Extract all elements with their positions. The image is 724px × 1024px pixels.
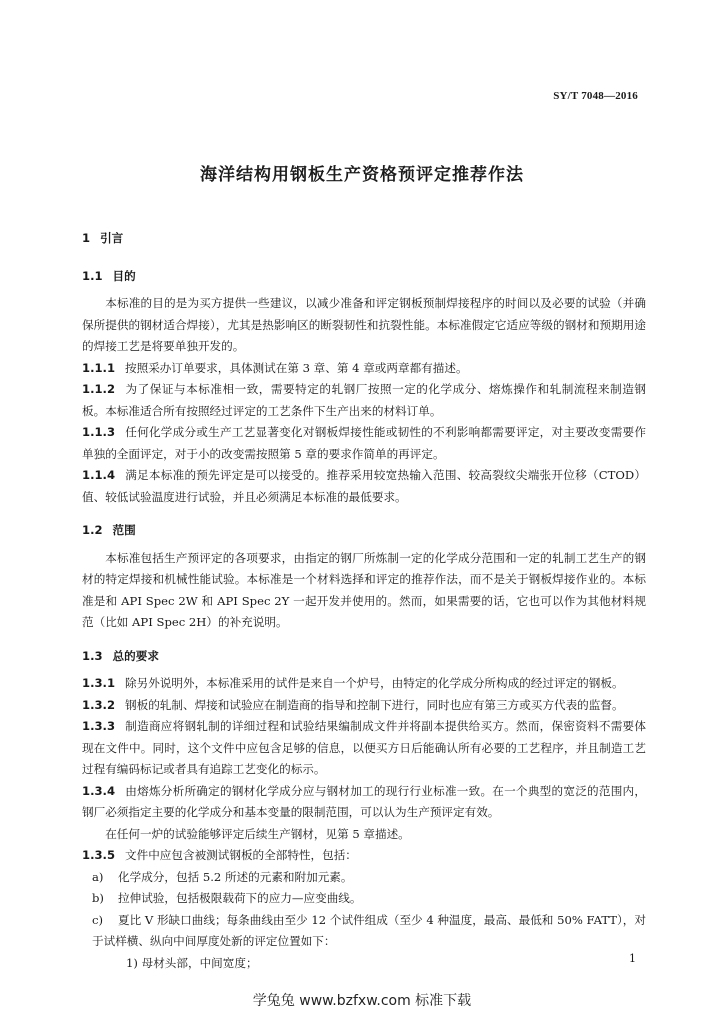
clause-1-3-5: [82, 845, 646, 867]
page-number: 1: [629, 952, 636, 965]
paragraph-scope: 本标准包括生产预评定的各项要求，由指定的钢厂所炼制一定的化学成分范围和一定的轧制工艺生产的钢材的特定焊接和机械性能试验。本标准是一个材料选择和评定的推荐作法，而不是关于钢板焊接作业的。本标准是和 API Spec 2W 和 API Spec 2Y 一起开发并使用的。然而，如果需要的话，它也可以作为其他材料规范（比如 API Spec 2H）的补充说明。: [82, 550, 646, 629]
clause-1-1-2: [82, 379, 646, 422]
clause-1-3-1: [82, 673, 646, 695]
list-marker: c): [92, 912, 104, 927]
clause-text: 除另外说明外，本标准采用的试件是来自一个炉号，由特定的化学成分所构成的经过评定的钢板。: [125, 676, 624, 690]
clause-text: 制造商应将钢轧制的详细过程和试验结果编制成文件并将副本提供给买方。然而，保密资料不需要体现在文件中。同时，这个文件中应包含足够的信息，以便买方日后能确认所有必要的工艺程序，并且制造工艺过程有编码标记或者具有追踪工艺变化的标示。: [82, 719, 646, 776]
list-item-text: 夏比 V 形缺口曲线；每条曲线由至少 12 个试件组成（至少 4 种温度，最高、最低和 50% FATT），对于试样横、纵向中间厚度处新的评定位置如下：: [92, 912, 646, 948]
list-marker: a): [92, 869, 104, 884]
subsection-number: 1.1: [82, 268, 103, 283]
paragraph-follow-up: 在任何一炉的试验能够评定后续生产钢材，见第 5 章描述。: [105, 826, 410, 841]
list-item: [92, 910, 646, 953]
section-heading-1: [82, 228, 646, 250]
list-marker: 1): [126, 955, 138, 970]
subsection-heading-1-1: [82, 266, 646, 288]
clause-1-3-2: [82, 695, 646, 717]
clause-number: 1.3.4: [82, 783, 116, 798]
list-item-text: 拉伸试验，包括极限载荷下的应力—应变曲线。: [118, 891, 362, 905]
subsection-title: 总的要求: [112, 648, 159, 663]
clause-text: 为了保证与本标准相一致，需要特定的轧钢厂按照一定的化学成分、熔炼操作和轧制流程来制造钢板。本标准适合所有按照经过评定的工艺条件下生产出来的材料订单。: [82, 382, 646, 418]
section-number: 1: [82, 231, 91, 245]
paragraph-purpose: 本标准的目的是为买方提供一些建议，以减少准备和评定钢板预制焊接程序的时间以及必要的试验（并确保所提供的钢材适合焊接），尤其是热影响区的断裂韧性和抗裂性能。本标准假定它适应等级的钢材和预期用途的焊接工艺是将要单独开发的。: [82, 296, 646, 353]
clause-1-1-4: [82, 465, 646, 508]
standard-code: SY/T 7048—2016: [553, 90, 638, 102]
clause-text: 按照采办订单要求，具体测试在第 3 章、第 4 章或两章都有描述。: [125, 360, 468, 375]
clause-1-1-1: [82, 358, 646, 380]
subsection-title: 范围: [112, 523, 136, 537]
clause-number: 1.3.3: [82, 719, 116, 733]
subsection-title: 目的: [112, 268, 136, 283]
list-item: [92, 888, 646, 910]
clause-number: 1.3.2: [82, 697, 116, 712]
property-list: [82, 867, 646, 953]
footer-watermark: 学兔兔 www.bzfxw.com 标准下载: [252, 993, 472, 1009]
clause-number: 1.1.2: [82, 382, 116, 396]
document-body: [82, 228, 646, 974]
clause-text: 文件中应包含被测试钢板的全部特性，包括：: [125, 848, 357, 862]
clause-number: 1.3.1: [82, 676, 116, 690]
clause-text: 钢板的轧制、焊接和试验应在制造商的指导和控制下进行，同时也应有第三方或买方代表的监督。: [125, 697, 624, 712]
list-marker: b): [92, 891, 104, 905]
subsection-heading-1-3: [82, 646, 646, 668]
clause-number: 1.3.5: [82, 848, 116, 862]
clause-number: 1.1.3: [82, 425, 116, 439]
clause-1-3-4: [82, 781, 646, 824]
subsection-heading-1-2: [82, 520, 646, 542]
subsection-number: 1.2: [82, 523, 103, 537]
clause-number: 1.1.4: [82, 468, 116, 482]
section-title: 引言: [100, 231, 124, 245]
clause-text: 任何化学成分或生产工艺显著变化对钢板焊接性能或韧性的不利影响都需要评定，对主要改变需要作单独的全面评定，对于小的改变需按照第 5 章的要求作简单的再评定。: [82, 425, 646, 461]
list-item-text: 母材头部，中间宽度；: [141, 955, 258, 970]
subsection-number: 1.3: [82, 648, 103, 663]
clause-1-3-3: [82, 716, 646, 781]
clause-text: 由熔炼分析所确定的钢材化学成分应与钢材加工的现行行业标准一致。在一个典型的宽泛的范围内，钢厂必须指定主要的化学成分和基本变量的限制范围，可以认为生产预评定有效。: [82, 783, 646, 819]
location-sublist: [82, 953, 646, 975]
list-item-text: 化学成分，包括 5.2 所述的元素和附加元素。: [118, 869, 353, 884]
clause-number: 1.1.1: [82, 360, 116, 375]
document-title: 海洋结构用钢板生产资格预评定推荐作法: [200, 165, 524, 185]
sublist-item: [126, 953, 646, 975]
list-item: [92, 867, 646, 889]
clause-text: 满足本标准的预先评定是可以接受的。推荐采用较宽热输入范围、较高裂纹尖端张开位移（CTOD）值、较低试验温度进行试验，并且必须满足本标准的最低要求。: [82, 468, 646, 504]
clause-1-1-3: [82, 422, 646, 465]
